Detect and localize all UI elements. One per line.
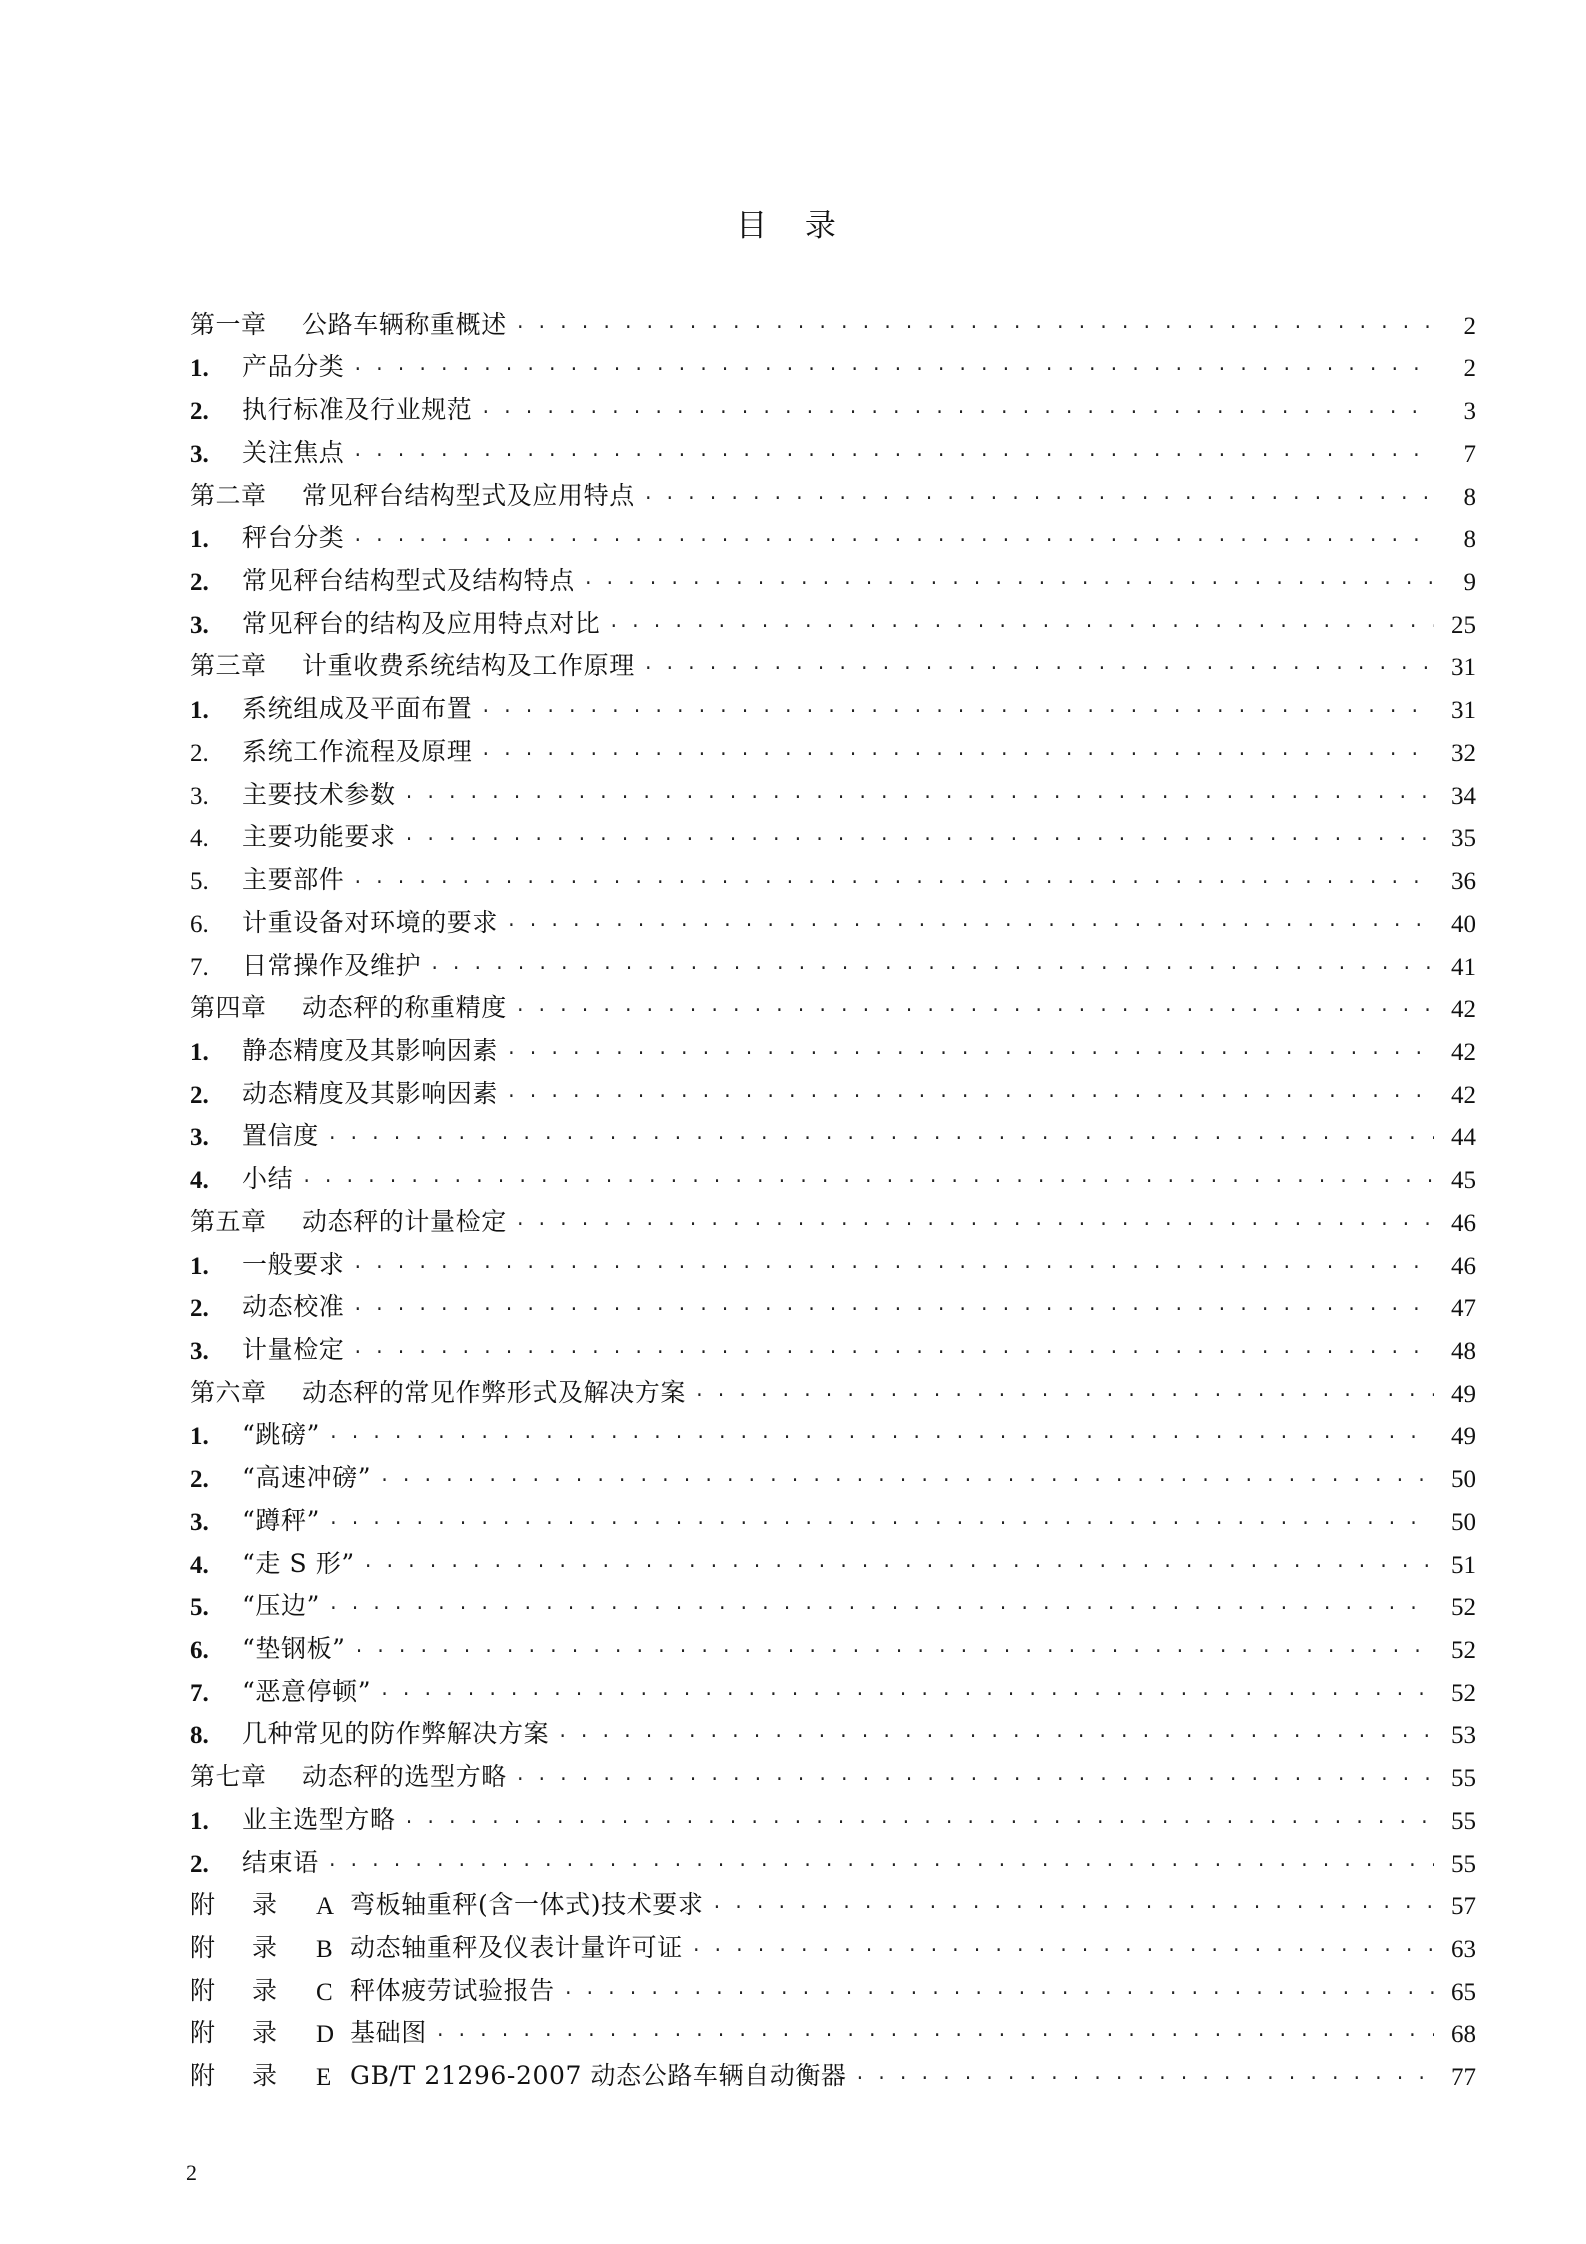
toc-dot-leader [563,1979,1434,2001]
toc-dot-leader [352,1295,1434,1317]
toc-dot-leader [352,1338,1434,1360]
toc-section-entry[interactable] [190,512,1476,555]
toc-appendix-label [190,1885,316,1921]
toc-section-entry[interactable] [190,554,1476,597]
toc-section-entry[interactable] [190,1537,1476,1580]
toc-entry-title: “蹲秤” [242,1505,320,1535]
toc-section-number: 1. [190,1038,209,1066]
toc-section-entry[interactable] [190,1152,1476,1195]
toc-chapter-entry[interactable] [190,298,1476,341]
toc-dot-leader [379,1466,1434,1488]
toc-page-number: 48 [1451,1337,1476,1365]
toc-entry-title: “压边” [242,1591,320,1621]
toc-page-number: 55 [1451,1807,1476,1835]
toc-entry-title: 动态秤的常见作弊形式及解决方案 [302,1377,687,1407]
toc-appendix-label-char: 录 [252,1890,278,1920]
toc-section-entry[interactable] [190,426,1476,469]
toc-entry-title: 小结 [242,1164,294,1194]
toc-section-number: 2. [190,1081,209,1109]
toc-appendix-entry[interactable] [190,2007,1476,2050]
toc-appendix-label-char: 附 [190,1975,216,2005]
toc-section-number: 1. [190,1423,209,1451]
toc-page-number: 36 [1451,868,1476,896]
toc-page-number: 53 [1451,1722,1476,1750]
table-of-contents [190,298,1476,2092]
toc-entry-title: 计重设备对环境的要求 [242,907,499,937]
toc-entry-title: 动态轴重秤及仪表计量许可证 [350,1933,683,1963]
toc-appendix-entry[interactable] [190,1879,1476,1922]
toc-dot-leader [506,1082,1434,1104]
toc-page-number: 31 [1451,654,1476,682]
toc-section-number: 6. [190,1637,209,1664]
toc-section-entry[interactable] [190,1451,1476,1494]
toc-section-entry[interactable] [190,1323,1476,1366]
toc-page-number: 52 [1451,1679,1476,1707]
toc-entry-title: “跳磅” [242,1420,320,1450]
toc-page-number: 2 [1463,355,1476,383]
toc-page-number: 44 [1451,1124,1476,1152]
toc-entry-title: “高速冲磅” [242,1463,372,1493]
toc-section-number: 2. [190,1295,209,1323]
toc-section-entry[interactable] [190,1665,1476,1708]
toc-dot-leader [480,697,1434,719]
toc-appendix-label-char: 附 [190,1890,216,1920]
toc-entry-title: 动态秤的选型方略 [302,1762,507,1792]
toc-chapter-entry[interactable] [190,1195,1476,1238]
toc-dot-leader [352,868,1434,890]
footer-page-number: 2 [186,2160,197,2185]
toc-dot-leader [352,1253,1434,1275]
toc-section-entry[interactable] [190,811,1476,854]
toc-entry-title: 动态精度及其影响因素 [242,1078,499,1108]
toc-dot-leader [404,825,1434,847]
toc-entry-title: 计量检定 [242,1334,345,1364]
toc-chapter-number: 第三章 [190,651,267,681]
toc-chapter-number: 第一章 [190,309,267,339]
toc-dot-leader [404,783,1434,805]
toc-section-number: 1. [190,526,209,554]
toc-entry-title: 动态秤的称重精度 [302,993,507,1023]
toc-entry-title: 基础图 [350,2018,427,2048]
toc-section-number: 3. [190,1337,209,1365]
toc-section-entry[interactable] [190,896,1476,939]
toc-entry-title: 弯板轴重秤(含一体式)技术要求 [350,1890,704,1920]
toc-page-number: 50 [1451,1466,1476,1494]
toc-page-number: 46 [1451,1209,1476,1237]
toc-section-entry[interactable] [190,682,1476,725]
toc-section-number: 2. [190,739,209,767]
toc-entry-title: 系统组成及平面布置 [242,694,473,724]
toc-appendix-letter: D [316,2021,335,2049]
toc-page-number: 2 [1463,312,1476,340]
toc-section-number: 3. [190,782,209,810]
toc-chapter-number: 第六章 [190,1377,267,1407]
toc-section-entry[interactable] [190,1622,1476,1665]
toc-dot-leader [379,1680,1434,1702]
toc-page-number: 55 [1451,1765,1476,1793]
toc-chapter-entry[interactable] [190,1750,1476,1793]
toc-page-number: 8 [1463,483,1476,511]
toc-appendix-label-char: 录 [252,2018,278,2048]
toc-page-number: 77 [1451,2064,1476,2092]
toc-dot-leader [363,1552,1434,1574]
toc-section-number: 5. [190,1594,209,1622]
toc-dot-leader [435,2021,1434,2043]
toc-entry-title: 动态校准 [242,1292,345,1322]
toc-dot-leader [328,1509,1434,1531]
toc-dot-leader [429,954,1434,976]
toc-entry-title: 公路车辆称重概述 [302,309,507,339]
toc-page-number: 68 [1451,2021,1476,2049]
toc-section-entry[interactable] [190,939,1476,982]
toc-section-entry[interactable] [190,768,1476,811]
toc-section-entry[interactable] [190,725,1476,768]
toc-dot-leader [354,1637,1434,1659]
toc-dot-leader [515,1210,1434,1232]
toc-page-number: 46 [1451,1252,1476,1280]
toc-dot-leader [712,1893,1434,1915]
toc-section-number: 3. [190,611,209,639]
toc-dot-leader [352,355,1434,377]
toc-entry-title: 关注焦点 [242,437,345,467]
toc-entry-title: 主要功能要求 [242,822,396,852]
toc-section-entry[interactable] [190,1281,1476,1324]
toc-dot-leader [515,313,1434,335]
toc-section-entry[interactable] [190,1409,1476,1452]
toc-section-entry[interactable] [190,341,1476,384]
toc-page-number: 35 [1451,825,1476,853]
toc-page-number: 52 [1451,1637,1476,1664]
toc-appendix-entry[interactable] [190,1921,1476,1964]
toc-page-number: 42 [1451,1038,1476,1066]
toc-section-number: 3. [190,1508,209,1536]
toc-entry-title: 常见秤台结构型式及结构特点 [242,566,575,596]
toc-appendix-letter: A [316,1893,335,1921]
toc-dot-leader [608,612,1434,634]
toc-chapter-entry[interactable] [190,982,1476,1025]
toc-page-number: 49 [1451,1423,1476,1451]
toc-dot-leader [352,441,1434,463]
toc-section-number: 1. [190,1252,209,1280]
toc-section-number: 1. [190,697,209,725]
toc-section-entry[interactable] [190,1793,1476,1836]
toc-page-number: 63 [1451,1936,1476,1964]
toc-section-number: 2. [190,569,209,597]
toc-appendix-letter: C [316,1978,333,2006]
toc-entry-title: 动态秤的计量检定 [302,1206,507,1236]
toc-entry-title: 产品分类 [242,352,345,382]
toc-page-number: 55 [1451,1850,1476,1878]
toc-section-entry[interactable] [190,1024,1476,1067]
toc-dot-leader [515,996,1434,1018]
toc-section-entry[interactable] [190,1708,1476,1751]
toc-page-number: 45 [1451,1167,1476,1195]
toc-appendix-entry[interactable] [190,2049,1476,2092]
toc-section-number: 2. [190,1466,209,1494]
toc-section-entry[interactable] [190,383,1476,426]
toc-appendix-label [190,2056,316,2092]
toc-entry-title: 主要部件 [242,865,345,895]
toc-entry-title: 执行标准及行业规范 [242,395,473,425]
toc-section-entry[interactable] [190,1067,1476,1110]
toc-page-number: 9 [1463,569,1476,597]
toc-entry-title: 几种常见的防作弊解决方案 [242,1719,550,1749]
toc-section-number: 4. [190,1167,209,1195]
toc-dot-leader [352,526,1434,548]
toc-chapter-number: 第四章 [190,993,267,1023]
toc-dot-leader [480,398,1434,420]
toc-section-number: 1. [190,355,209,383]
toc-entry-title: “垫钢板” [242,1634,346,1663]
toc-section-entry[interactable] [190,1580,1476,1623]
toc-page-number: 41 [1451,953,1476,981]
toc-page-number: 40 [1451,910,1476,938]
toc-entry-title: 系统工作流程及原理 [242,736,473,766]
toc-section-number: 4. [190,825,209,853]
toc-section-number: 8. [190,1722,209,1750]
toc-entry-title: 秤台分类 [242,523,345,553]
toc-page-number: 34 [1451,782,1476,810]
toc-section-number: 4. [190,1551,209,1579]
toc-chapter-number: 第五章 [190,1206,267,1236]
toc-appendix-letter: B [316,1936,333,1964]
toc-dot-leader [328,1594,1434,1616]
toc-appendix-entry[interactable] [190,1964,1476,2007]
toc-section-number: 3. [190,1124,209,1152]
toc-page-number: 31 [1451,697,1476,725]
toc-appendix-letter: E [316,2064,332,2092]
toc-page-number: 42 [1451,1081,1476,1109]
toc-section-number: 6. [190,910,209,938]
toc-entry-title: 一般要求 [242,1249,345,1279]
toc-dot-leader [327,1124,1434,1146]
toc-chapter-number: 第七章 [190,1762,267,1792]
toc-page-number: 42 [1451,996,1476,1024]
toc-chapter-entry[interactable] [190,640,1476,683]
toc-page-number: 47 [1451,1295,1476,1323]
toc-entry-title: 日常操作及维护 [242,950,422,980]
toc-title: 目 录 [736,208,850,244]
toc-dot-leader [691,1936,1434,1958]
toc-dot-leader [643,484,1434,506]
toc-section-entry[interactable] [190,597,1476,640]
toc-section-entry[interactable] [190,1836,1476,1879]
toc-entry-title: 置信度 [242,1121,319,1151]
toc-page-number: 50 [1451,1508,1476,1536]
toc-section-number: 3. [190,440,209,468]
toc-section-entry[interactable] [190,1494,1476,1537]
toc-appendix-label-char: 附 [190,1933,216,1963]
toc-chapter-entry[interactable] [190,469,1476,512]
toc-entry-title: 静态精度及其影响因素 [242,1035,499,1065]
toc-chapter-number: 第二章 [190,480,267,510]
toc-section-number: 7. [190,1679,209,1707]
toc-appendix-label [190,1971,316,2007]
toc-dot-leader [506,911,1434,933]
toc-section-number: 2. [190,398,209,426]
toc-appendix-label-char: 录 [252,1975,278,2005]
toc-page-number: 65 [1451,1978,1476,2006]
toc-dot-leader [557,1722,1434,1744]
toc-dot-leader [694,1381,1434,1403]
toc-entry-title: 主要技术参数 [242,779,396,809]
toc-dot-leader [583,569,1434,591]
toc-entry-title: GB/T 21296-2007 动态公路车辆自动衡器 [350,2061,847,2091]
toc-dot-leader [515,1765,1434,1787]
toc-dot-leader [327,1851,1434,1873]
toc-section-number: 1. [190,1807,209,1835]
toc-entry-title: 秤体疲劳试验报告 [350,1975,555,2005]
toc-entry-title: 常见秤台结构型式及应用特点 [302,480,635,510]
toc-page-number: 52 [1451,1594,1476,1622]
toc-entry-title: 结束语 [242,1847,319,1877]
toc-chapter-entry[interactable] [190,1366,1476,1409]
toc-entry-title: “走 S 形” [242,1548,355,1578]
toc-dot-leader [643,654,1434,676]
toc-page-number: 3 [1463,398,1476,426]
toc-section-entry[interactable] [190,1238,1476,1281]
toc-dot-leader [855,2064,1434,2086]
toc-section-number: 7. [190,953,209,981]
toc-entry-title: 常见秤台的结构及应用特点对比 [242,608,601,638]
toc-entry-title: 业主选型方略 [242,1804,396,1834]
toc-dot-leader [506,1039,1434,1061]
toc-page-number: 57 [1451,1893,1476,1921]
toc-section-number: 2. [190,1850,209,1878]
toc-page-number: 7 [1463,440,1476,468]
toc-appendix-label-char: 附 [190,2018,216,2048]
toc-appendix-label-char: 录 [252,1933,278,1963]
toc-page-number: 49 [1451,1380,1476,1408]
toc-entry-title: “恶意停顿” [242,1676,372,1706]
toc-appendix-label-char: 录 [252,2061,278,2091]
toc-page-number: 25 [1451,611,1476,639]
toc-appendix-label [190,2013,316,2049]
toc-dot-leader [404,1808,1434,1830]
toc-dot-leader [328,1423,1434,1445]
toc-section-number: 5. [190,868,209,896]
toc-dot-leader [301,1167,1434,1189]
toc-appendix-label [190,1928,316,1964]
toc-page-number: 51 [1451,1551,1476,1579]
toc-appendix-label-char: 附 [190,2061,216,2091]
toc-section-entry[interactable] [190,853,1476,896]
toc-page-number: 32 [1451,739,1476,767]
toc-entry-title: 计重收费系统结构及工作原理 [302,651,635,681]
toc-page-number: 8 [1463,526,1476,554]
toc-section-entry[interactable] [190,1110,1476,1153]
toc-dot-leader [480,740,1434,762]
